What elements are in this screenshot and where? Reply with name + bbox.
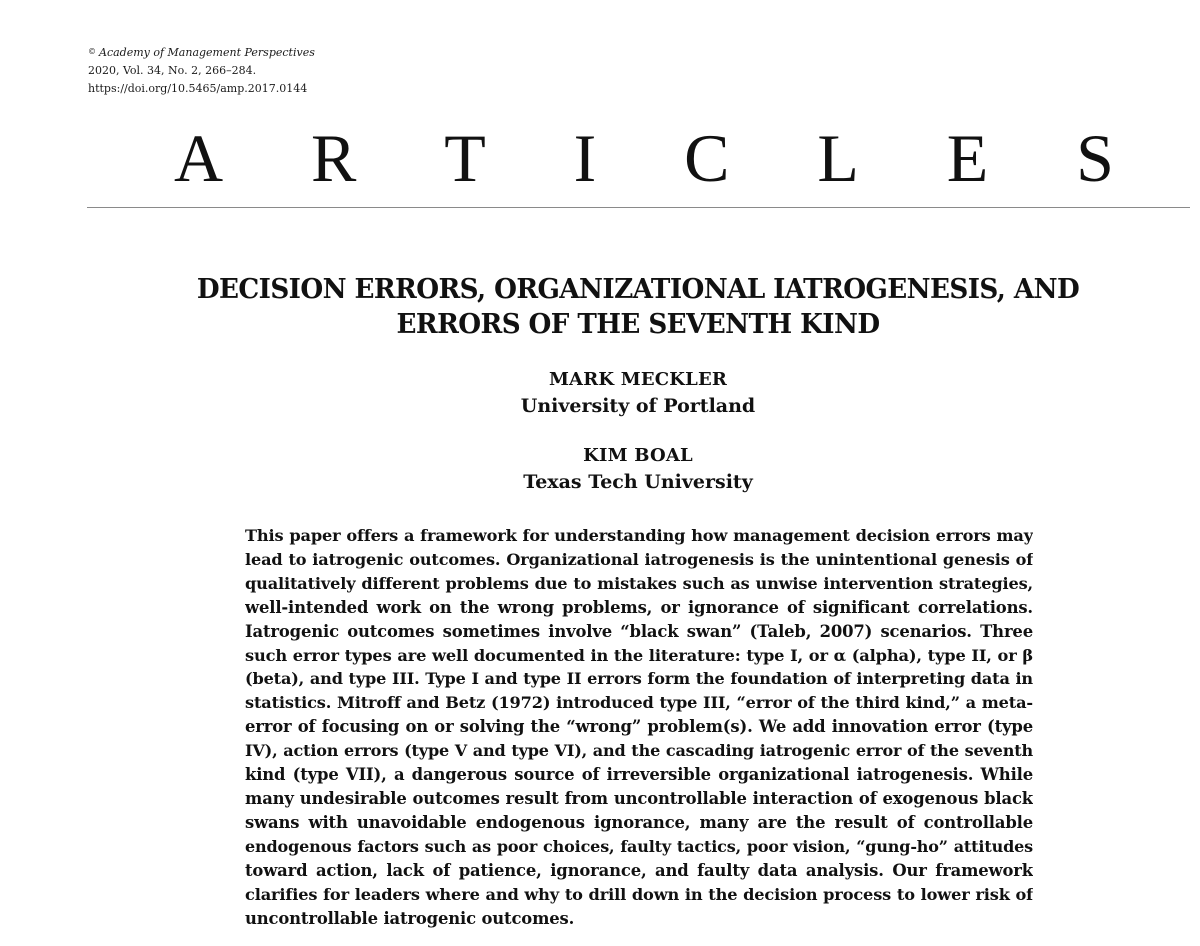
abstract-line: IV), action errors (type V and type VI), and the cascading iatrogenic error of the seventh [245, 741, 1033, 761]
author-affiliation: Texas Tech University [523, 471, 753, 493]
section-divider [87, 207, 1190, 208]
section-heading-articles [174, 118, 1114, 198]
author-block [300, 442, 976, 496]
section-letter: T [444, 119, 486, 196]
article-title [116, 272, 1160, 342]
abstract-line: toward action, lack of patience, ignorance, and faulty data analysis. Our framework [245, 860, 1033, 880]
journal-name-line [88, 43, 315, 62]
abstract-line: uncontrollable iatrogenic outcomes. [245, 908, 575, 928]
abstract-line: error of focusing on or solving the “wrong” problem(s). We add innovation error (type [245, 717, 1033, 737]
abstract-line: statistics. Mitroff and Betz (1972) introduced type III, “error of the third kind,” a meta- [245, 693, 1033, 713]
section-letter: E [946, 119, 989, 196]
abstract-line: Iatrogenic outcomes sometimes involve “black swan” (Taleb, 2007) scenarios. Three [245, 621, 1033, 641]
doi-link[interactable]: https://doi.org/10.5465/amp.2017.0144 [88, 82, 308, 95]
abstract-line: This paper offers a framework for understanding how management decision errors may [245, 526, 1033, 545]
author-affiliation: University of Portland [520, 395, 756, 417]
copyright-symbol: © [88, 47, 96, 56]
section-letter: C [684, 119, 730, 196]
abstract-line: swans with unavoidable endogenous ignorance, many are the result of controllable [245, 812, 1033, 832]
section-letter: L [817, 119, 859, 196]
author-block [300, 366, 976, 420]
abstract-line: kind (type VII), a dangerous source of irreversible organizational iatrogenesis. While [245, 765, 1033, 785]
section-letter: R [310, 119, 357, 196]
journal-header [88, 43, 315, 98]
citation: 2020, Vol. 34, No. 2, 266–284. [88, 64, 257, 77]
abstract-line: (beta), and type III. Type I and type II errors form the foundation of interpreting data in [245, 669, 1033, 689]
abstract-line: endogenous factors such as poor choices, faulty tactics, poor vision, “gung-ho” attitudes [245, 836, 1033, 856]
author-name: KIM BOAL [583, 445, 693, 466]
abstract-line: such error types are well documented in the literature: type I, or α (alpha), type II, or β [245, 645, 1033, 665]
abstract-line: qualitatively different problems due to mistakes such as unwise intervention strategies, [245, 573, 1033, 593]
article-title-line: ERRORS OF THE SEVENTH KIND [396, 309, 880, 340]
abstract-line: lead to iatrogenic outcomes. Organizational iatrogenesis is the unintentional genesis of [245, 549, 1033, 569]
article-title-line: DECISION ERRORS, ORGANIZATIONAL IATROGENESIS, AND [196, 274, 1080, 305]
journal-name: Academy of Management Perspectives [99, 46, 315, 59]
abstract-line: clarifies for leaders where and why to drill down in the decision process to lower risk of [245, 884, 1033, 904]
abstract-line: well-intended work on the wrong problems, or ignorance of significant correlations. [245, 597, 1033, 617]
section-letter: A [174, 119, 224, 196]
section-letter: I [573, 119, 597, 196]
abstract-line: many undesirable outcomes result from uncontrollable interaction of exogenous black [245, 788, 1033, 808]
abstract [245, 524, 1033, 930]
section-letter: S [1076, 119, 1114, 196]
author-name: MARK MECKLER [548, 369, 728, 390]
